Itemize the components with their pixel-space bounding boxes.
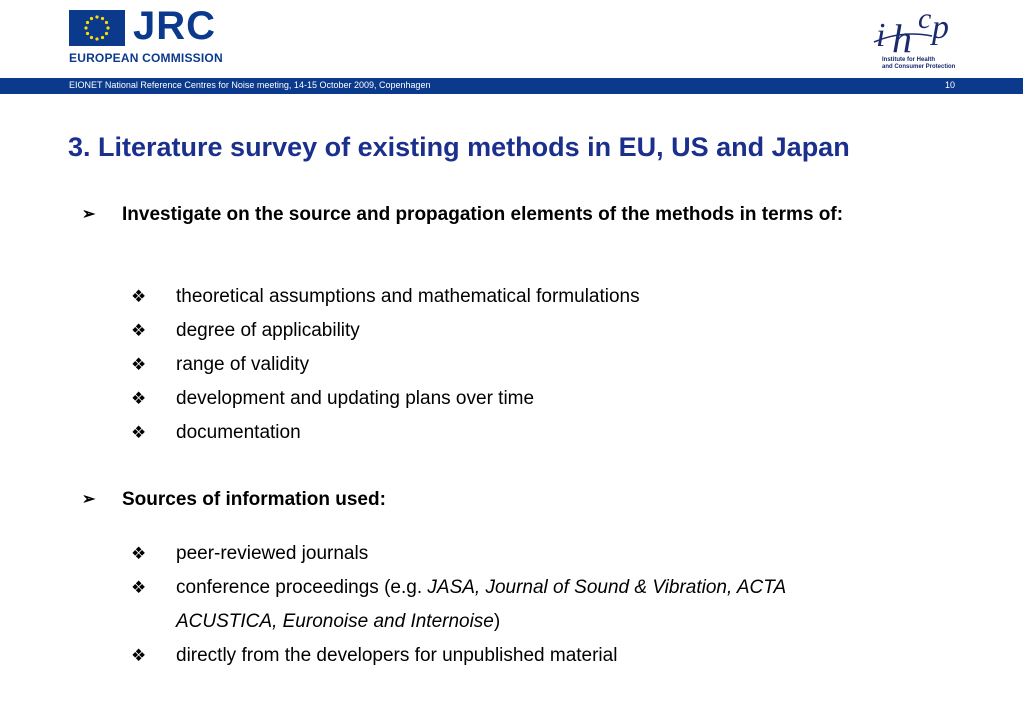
svg-text:p: p [932,9,949,46]
arrow-bullet-icon: ➢ [82,491,96,508]
diamond-bullet-icon: ❖ [131,389,147,408]
svg-text:c: c [918,2,932,35]
list-item-text: conference proceedings (e.g. JASA, Journal of Sound & Vibration, ACTA ACUSTICA, Euronoise and Internoise) [176,577,787,632]
list-item-text: documentation [176,422,301,443]
bullet-text: Sources of information used: [122,489,386,510]
jrc-logo-text: JRC [133,4,217,48]
diamond-bullet-icon: ❖ [131,646,147,665]
svg-text:i: i [876,17,886,54]
meeting-info-bar [0,78,1023,94]
list-item-text: development and updating plans over time [176,388,535,409]
diamond-bullet-icon: ❖ [131,321,147,340]
page-number: 10 [944,80,955,90]
arrow-bullet-icon: ➢ [82,206,96,223]
slide-title: 3. Literature survey of existing methods in EU, US and Japan [68,132,850,162]
list-item-text: directly from the developers for unpublished material [176,645,618,666]
list-item-text: theoretical assumptions and mathematical formulations [176,286,640,307]
bullet-text: Investigate on the source and propagation elements of the methods in terms of: [122,204,844,225]
svg-text:h: h [892,16,912,61]
bullet-investigate [82,201,948,261]
diamond-bullet-icon: ❖ [131,287,147,306]
ihcp-caption: Institute for Health and Consumer Protection [882,57,956,70]
diamond-bullet-icon: ❖ [131,423,147,442]
diamond-bullet-icon: ❖ [131,578,147,597]
list-item-text: peer-reviewed journals [176,543,369,564]
list-item-text: range of validity [176,354,310,375]
list-item-text: degree of applicability [176,320,360,341]
eu-flag-logo [69,10,125,46]
diamond-bullet-icon: ❖ [131,355,147,374]
org-name: EUROPEAN COMMISSION [69,51,223,65]
meeting-label: EIONET National Reference Centres for Noise meeting, 14-15 October 2009, Copenhagen [69,80,431,90]
slide-header [0,0,1023,78]
diamond-bullet-icon: ❖ [131,544,147,563]
